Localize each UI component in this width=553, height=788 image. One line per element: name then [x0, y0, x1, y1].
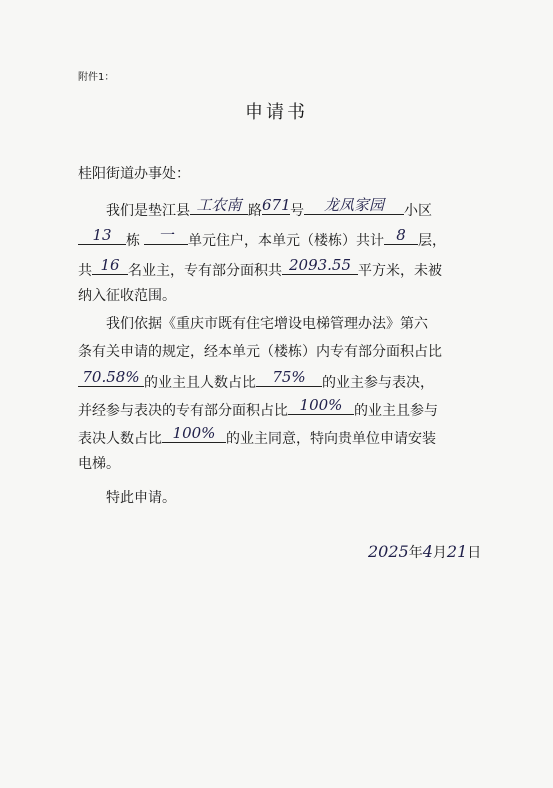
p1-text: 名业主，专有部分面积共 [128, 263, 282, 279]
floors-blank [384, 226, 418, 245]
paragraph-2-line-5 [78, 424, 436, 448]
paragraph-2-line-6: 电梯。 [78, 456, 120, 472]
date-month-label: 月 [432, 545, 447, 561]
p1-text: 层， [418, 233, 446, 249]
date-day-label: 日 [467, 545, 482, 561]
house-number-blank [262, 196, 290, 215]
date-year-label: 年 [408, 545, 423, 561]
paragraph-1-line-4: 纳入征收范围。 [78, 288, 176, 304]
p1-text: 共 [78, 263, 92, 279]
document-title: 申请书 [245, 102, 308, 123]
floor-count: 8 [396, 226, 406, 244]
p1-text: 小区 [404, 203, 432, 219]
addressee: 桂阳街道办事处： [78, 166, 190, 182]
unit-blank [144, 226, 188, 245]
paragraph-2 [78, 312, 498, 472]
road-name: 工农南 [196, 196, 242, 214]
p1-text: 路 [248, 203, 262, 219]
exclusive-area: 2093.55 [288, 256, 352, 274]
people-pct-blank [256, 368, 322, 387]
p2-text: 的业主且参与 [354, 403, 438, 419]
paragraph-1-line-3 [78, 256, 442, 280]
road-blank [190, 196, 248, 215]
paragraph-2-line-1: 我们依据《重庆市既有住宅增设电梯管理办法》第六 [106, 316, 428, 332]
vote-area-percentage: 100% [299, 396, 343, 414]
signature-date [368, 540, 481, 564]
paragraph-2-line-2: 条有关申请的规定，经本单元（楼栋）内专有部分面积占比 [78, 344, 442, 360]
p1-text: 我们是垫江县 [106, 203, 190, 219]
p2-text: 的业主且人数占比 [144, 375, 256, 391]
p2-text: 并经参与表决的专有部分面积占比 [78, 403, 288, 419]
p2-text: 的业主同意，特向贵单位申请安装 [226, 431, 436, 447]
community-blank [304, 196, 404, 215]
vote-people-percentage: 100% [172, 424, 216, 442]
p1-text: 栋 [126, 233, 140, 249]
area-pct-blank [78, 368, 144, 387]
owner-count: 16 [100, 256, 120, 274]
paragraph-1-line-2 [78, 226, 446, 250]
p2-text: 的业主参与表决， [322, 375, 434, 391]
building-number: 13 [92, 226, 112, 244]
p1-text: 平方米，未被 [358, 263, 442, 279]
owners-blank [92, 256, 128, 275]
area-percentage: 70.58% [82, 368, 140, 386]
paragraph-1-line-1 [78, 196, 432, 220]
people-percentage: 75% [272, 368, 306, 386]
vote-people-pct-blank [162, 424, 226, 443]
vote-area-pct-blank [288, 396, 354, 415]
closing-text: 特此申请。 [106, 490, 176, 506]
paragraph-2-line-4 [78, 396, 438, 420]
unit-number: 一 [158, 226, 174, 244]
p1-text: 单元住户，本单元（楼栋）共计 [188, 233, 384, 249]
attachment-label: 附件1： [78, 72, 115, 83]
p2-text: 表决人数占比 [78, 431, 162, 447]
community-name: 龙凤家园 [323, 196, 384, 214]
area-blank [282, 256, 358, 275]
date-day: 21 [446, 542, 468, 561]
date-month: 4 [422, 542, 433, 561]
building-blank [78, 226, 126, 245]
date-year: 2025 [368, 542, 409, 561]
p1-text: 号 [290, 203, 304, 219]
paragraph-1 [78, 196, 498, 304]
house-number: 671 [262, 196, 291, 214]
paragraph-2-line-3 [78, 368, 434, 392]
